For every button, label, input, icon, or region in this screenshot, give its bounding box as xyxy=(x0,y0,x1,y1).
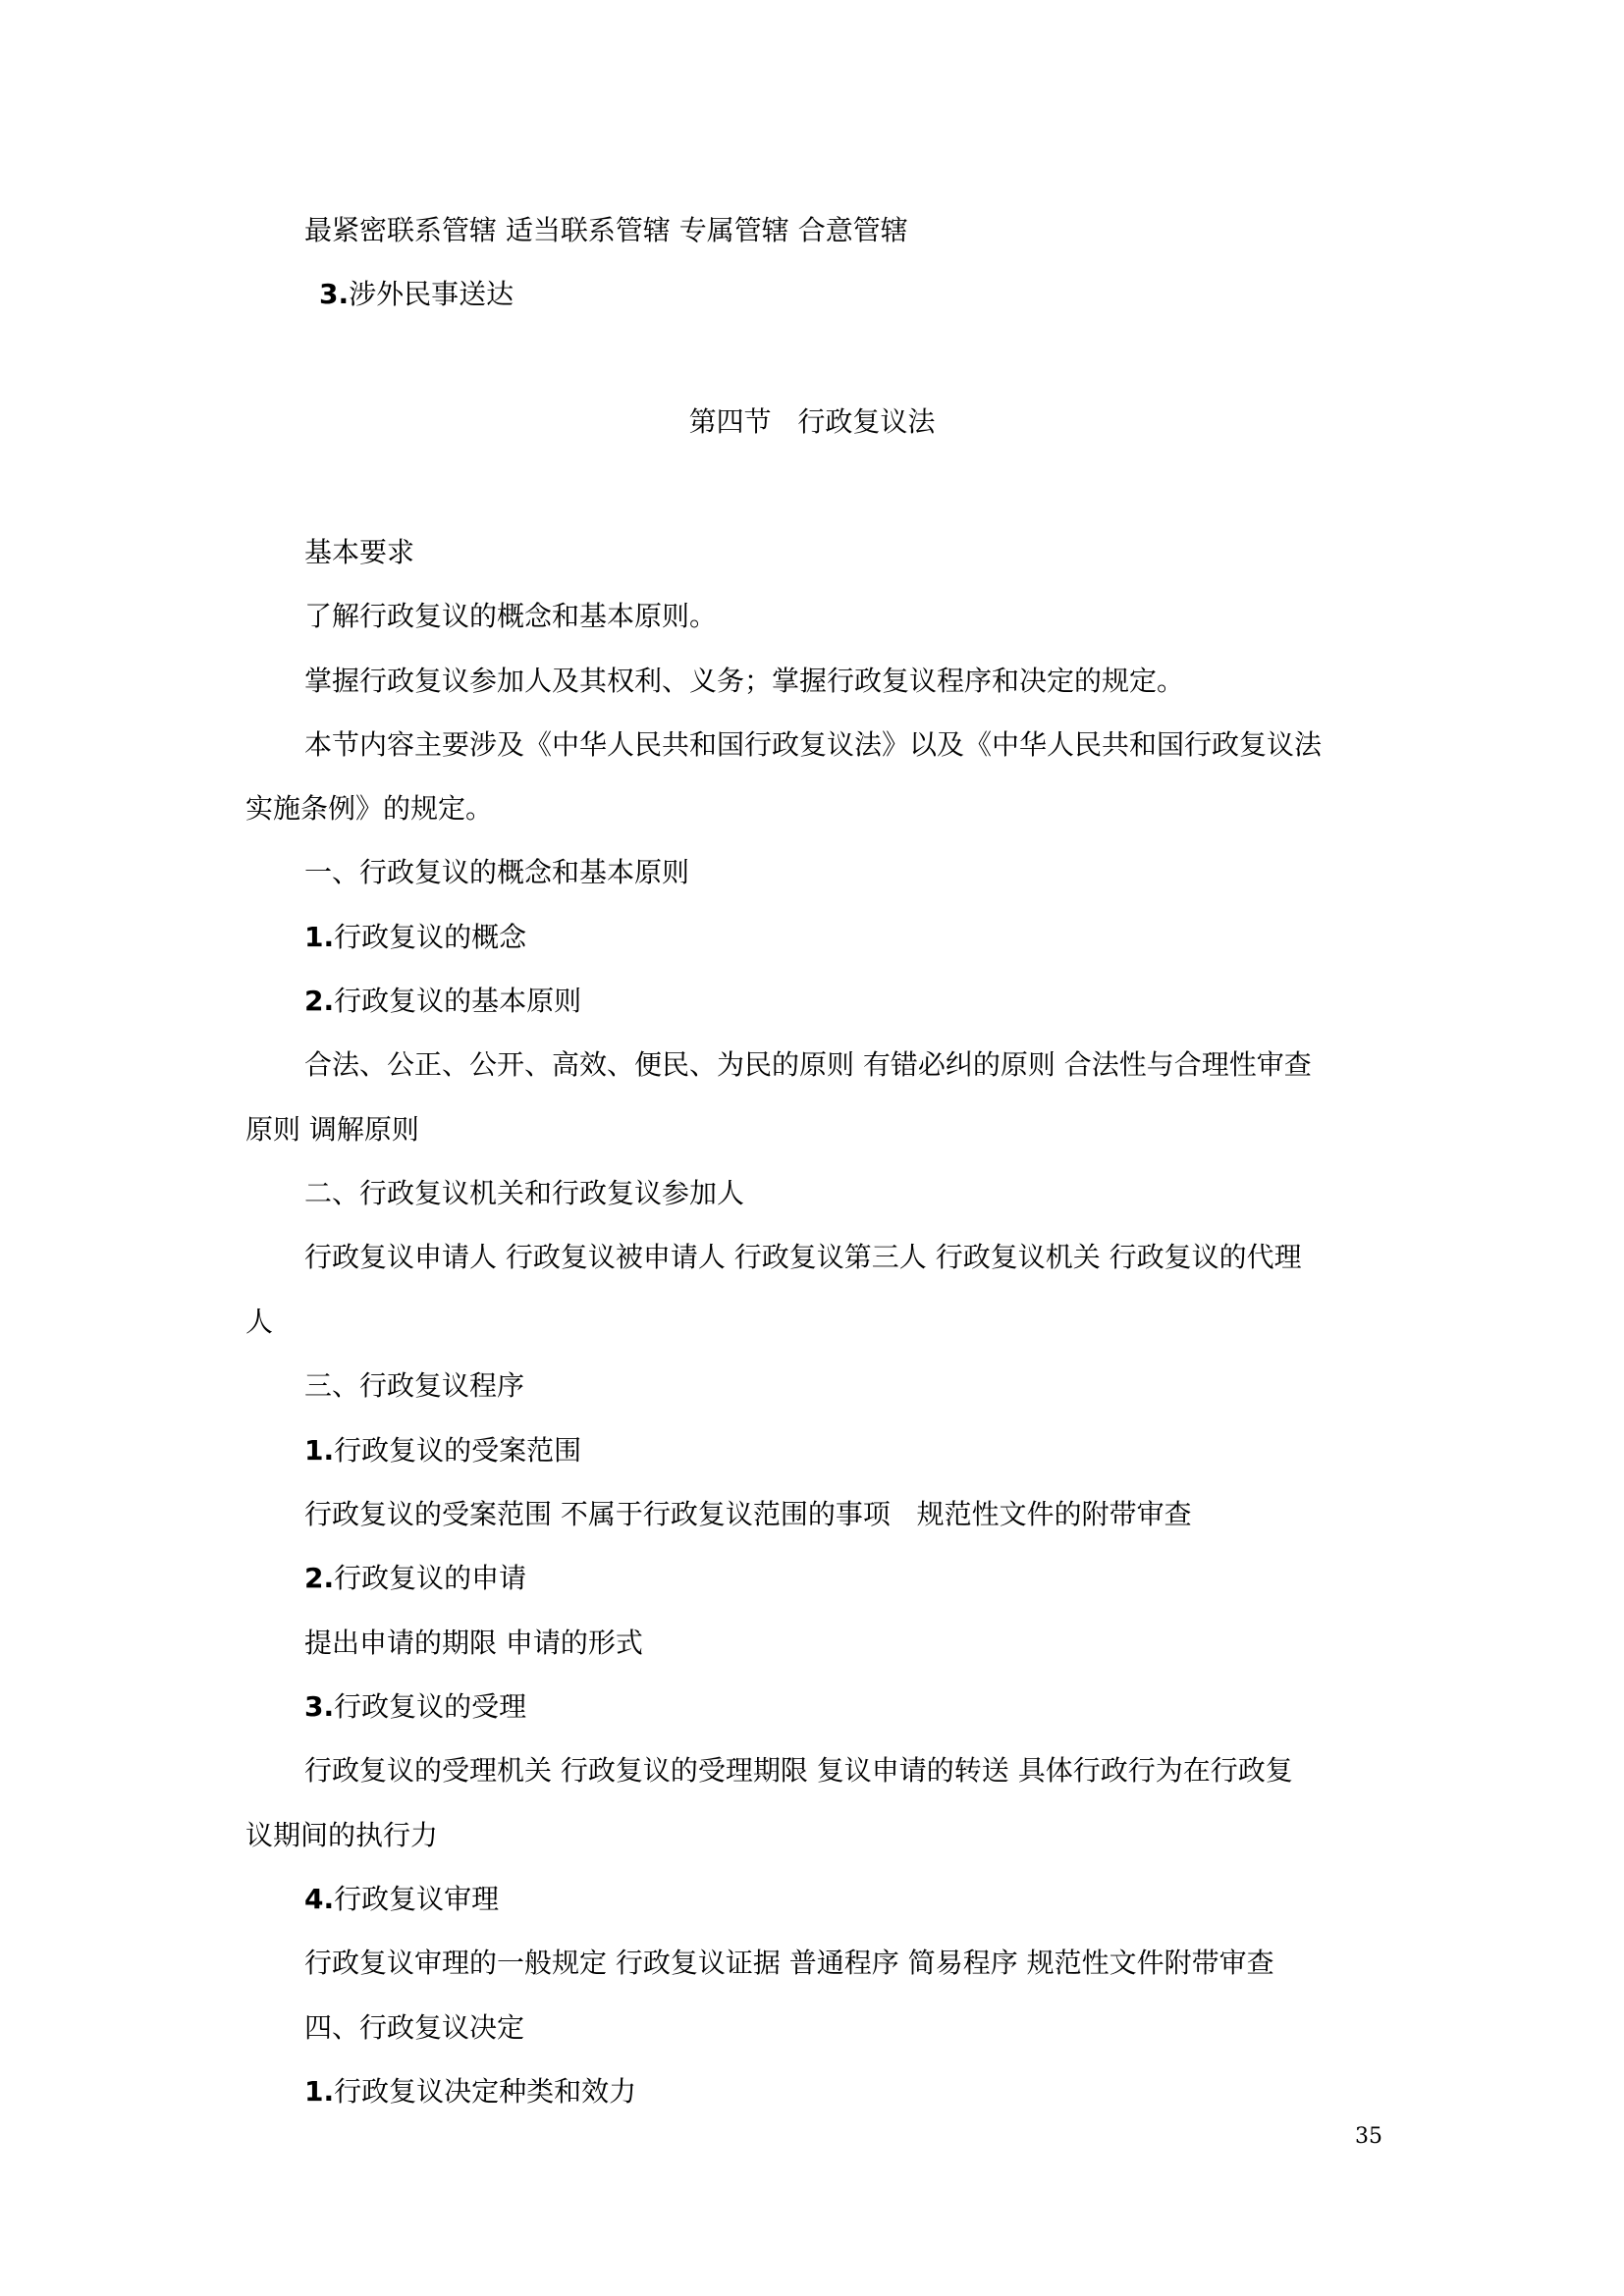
line-text: 基本要求 xyxy=(304,536,415,568)
line-text: 行政复议的受理机关 行政复议的受理期限 复议申请的转送 具体行政行为在行政复 xyxy=(304,1754,1293,1787)
line-text: 一、行政复议的概念和基本原则 xyxy=(304,856,690,888)
line-text: 行政复议的概念 xyxy=(334,921,527,953)
line-text: 掌握行政复议参加人及其权利、义务；掌握行政复议程序和决定的规定。 xyxy=(304,665,1185,697)
line-text: 行政复议的受理 xyxy=(334,1690,527,1723)
text-line xyxy=(304,533,414,572)
line-text: 涉外民事送达 xyxy=(349,278,514,310)
text-line xyxy=(304,2008,524,2048)
line-text: 原则 调解原则 xyxy=(245,1113,419,1146)
item-number: 2. xyxy=(304,985,335,1017)
item-number: 2. xyxy=(304,1562,335,1594)
text-line xyxy=(304,1238,1302,1277)
line-text: 行政复议申请人 行政复议被申请人 行政复议第三人 行政复议机关 行政复议的代理 xyxy=(304,1241,1302,1273)
list-item xyxy=(304,2072,636,2111)
line-text: 行政复议的基本原则 xyxy=(334,985,582,1017)
text-line xyxy=(245,1303,273,1342)
line-text: 了解行政复议的概念和基本原则。 xyxy=(304,600,718,632)
text-line xyxy=(304,1174,744,1213)
item-number: 4. xyxy=(304,1883,335,1915)
text-line xyxy=(304,211,908,250)
text-line xyxy=(304,1045,1312,1085)
line-text: 人 xyxy=(245,1306,274,1338)
item-number: 3. xyxy=(319,278,350,310)
text-line xyxy=(304,1366,524,1406)
item-number: 3. xyxy=(304,1690,335,1723)
line-text: 二、行政复议机关和行政复议参加人 xyxy=(304,1177,745,1209)
line-text: 行政复议审理的一般规定 行政复议证据 普通程序 简易程序 规范性文件附带审查 xyxy=(304,1947,1274,1979)
line-text: 最紧密联系管辖 适当联系管辖 专属管辖 合意管辖 xyxy=(304,214,908,246)
line-text: 行政复议的受案范围 xyxy=(334,1434,582,1467)
text-line xyxy=(304,725,1322,765)
heading-text: 第四节 行政复议法 xyxy=(688,405,936,438)
line-text: 行政复议的受案范围 不属于行政复议范围的事项 规范性文件的附带审查 xyxy=(304,1498,1192,1530)
page-number: 35 xyxy=(1355,2124,1382,2149)
item-number: 1. xyxy=(304,921,335,953)
text-line xyxy=(245,789,493,828)
line-text: 行政复议决定种类和效力 xyxy=(334,2075,637,2108)
list-item xyxy=(304,1687,526,1727)
list-item xyxy=(304,1431,581,1470)
list-item xyxy=(304,1880,499,1919)
list-item xyxy=(304,918,526,957)
line-text: 三、行政复议程序 xyxy=(304,1369,525,1402)
text-line xyxy=(304,1944,1274,1983)
list-item xyxy=(304,982,581,1021)
text-line xyxy=(245,1110,419,1149)
list-item xyxy=(304,1559,526,1598)
text-line xyxy=(304,853,689,892)
list-item xyxy=(319,275,514,314)
item-number: 1. xyxy=(304,1434,335,1467)
text-line xyxy=(304,597,717,636)
line-text: 四、行政复议决定 xyxy=(304,2011,525,2044)
line-text: 议期间的执行力 xyxy=(245,1819,439,1851)
text-line xyxy=(245,1816,438,1855)
text-line xyxy=(304,1751,1293,1790)
item-number: 1. xyxy=(304,2075,335,2108)
line-text: 行政复议审理 xyxy=(334,1883,500,1915)
line-text: 合法、公正、公开、高效、便民、为民的原则 有错必纠的原则 合法性与合理性审查 xyxy=(304,1048,1312,1081)
line-text: 实施条例》的规定。 xyxy=(245,792,494,825)
section-heading xyxy=(0,402,1624,442)
text-line xyxy=(304,1495,1192,1534)
line-text: 行政复议的申请 xyxy=(334,1562,527,1594)
line-text: 本节内容主要涉及《中华人民共和国行政复议法》以及《中华人民共和国行政复议法 xyxy=(304,728,1323,761)
line-text: 提出申请的期限 申请的形式 xyxy=(304,1627,643,1659)
text-line xyxy=(304,662,1184,701)
text-line xyxy=(304,1624,643,1663)
